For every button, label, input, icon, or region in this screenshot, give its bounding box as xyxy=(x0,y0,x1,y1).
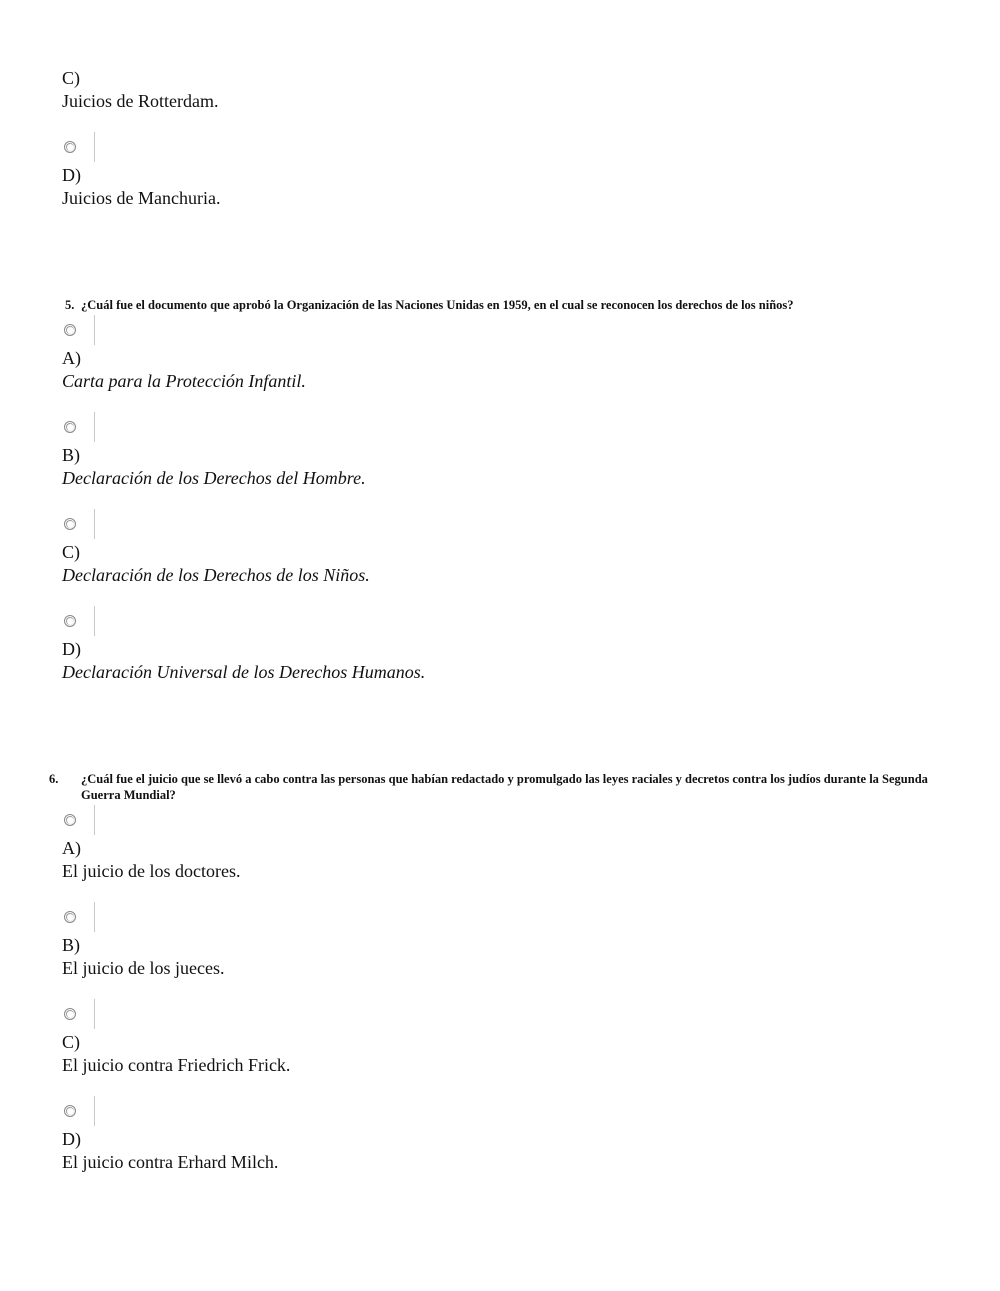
radio-button[interactable] xyxy=(64,141,76,153)
q5-option-a xyxy=(62,347,306,393)
divider xyxy=(94,1096,95,1126)
option-letter: A) xyxy=(62,838,81,858)
option-letter: D) xyxy=(62,165,81,185)
q6-option-c-radio-row[interactable] xyxy=(62,999,102,1031)
divider xyxy=(94,132,95,162)
divider xyxy=(94,315,95,345)
radio-button[interactable] xyxy=(64,421,76,433)
q5-option-b xyxy=(62,444,366,490)
option-text: Juicios de Manchuria. xyxy=(62,188,221,208)
option-letter: D) xyxy=(62,1129,81,1149)
option-text: El juicio de los jueces. xyxy=(62,958,225,978)
option-letter: B) xyxy=(62,445,80,465)
q5-option-d xyxy=(62,638,425,684)
radio-button[interactable] xyxy=(64,1008,76,1020)
q6-option-c xyxy=(62,1031,290,1077)
q6-option-b xyxy=(62,934,224,980)
radio-button[interactable] xyxy=(64,911,76,923)
radio-button[interactable] xyxy=(64,324,76,336)
q6-option-d-radio-row[interactable] xyxy=(62,1096,102,1128)
option-text: Declaración Universal de los Derechos Humanos. xyxy=(62,662,426,682)
q5-option-b-radio-row[interactable] xyxy=(62,412,102,444)
q5-option-d-radio-row[interactable] xyxy=(62,606,102,638)
question-number: 5. xyxy=(65,298,75,312)
question-text: ¿Cuál fue el documento que aprobó la Organización de las Naciones Unidas en 1959, en el cual se reconocen los derechos de los niños? xyxy=(81,298,794,312)
option-text: El juicio contra Friedrich Frick. xyxy=(62,1055,291,1075)
option-text: El juicio de los doctores. xyxy=(62,861,241,881)
question-6 xyxy=(49,771,960,803)
option-text: Carta para la Protección Infantil. xyxy=(62,371,306,391)
radio-button[interactable] xyxy=(64,1105,76,1117)
option-letter: D) xyxy=(62,639,81,659)
radio-button[interactable] xyxy=(64,615,76,627)
question-5 xyxy=(65,297,960,313)
q5-option-a-radio-row[interactable] xyxy=(62,315,102,347)
q6-option-b-radio-row[interactable] xyxy=(62,902,102,934)
question-text: ¿Cuál fue el juicio que se llevó a cabo contra las personas que habían redactado y promulgado las leyes raciales y decretos contra los judíos durante la Segunda Guerra Mundial? xyxy=(81,772,928,802)
radio-button[interactable] xyxy=(64,814,76,826)
divider xyxy=(94,805,95,835)
option-letter: A) xyxy=(62,348,81,368)
option-letter: B) xyxy=(62,935,80,955)
q6-option-a xyxy=(62,837,240,883)
question-number: 6. xyxy=(49,772,59,786)
option-text: Juicios de Rotterdam. xyxy=(62,91,219,111)
q5-option-c xyxy=(62,541,370,587)
option-letter: C) xyxy=(62,1032,80,1052)
q6-option-d xyxy=(62,1128,278,1174)
q4-option-c xyxy=(62,67,218,113)
q4-option-d-radio-row[interactable] xyxy=(62,132,102,164)
option-letter: C) xyxy=(62,542,80,562)
option-text: El juicio contra Erhard Milch. xyxy=(62,1152,279,1172)
divider xyxy=(94,999,95,1029)
option-letter: C) xyxy=(62,68,80,88)
q6-option-a-radio-row[interactable] xyxy=(62,805,102,837)
q4-option-d xyxy=(62,164,220,210)
option-text: Declaración de los Derechos del Hombre. xyxy=(62,468,366,488)
divider xyxy=(94,606,95,636)
divider xyxy=(94,412,95,442)
radio-button[interactable] xyxy=(64,518,76,530)
q5-option-c-radio-row[interactable] xyxy=(62,509,102,541)
divider xyxy=(94,902,95,932)
divider xyxy=(94,509,95,539)
option-text: Declaración de los Derechos de los Niños. xyxy=(62,565,370,585)
